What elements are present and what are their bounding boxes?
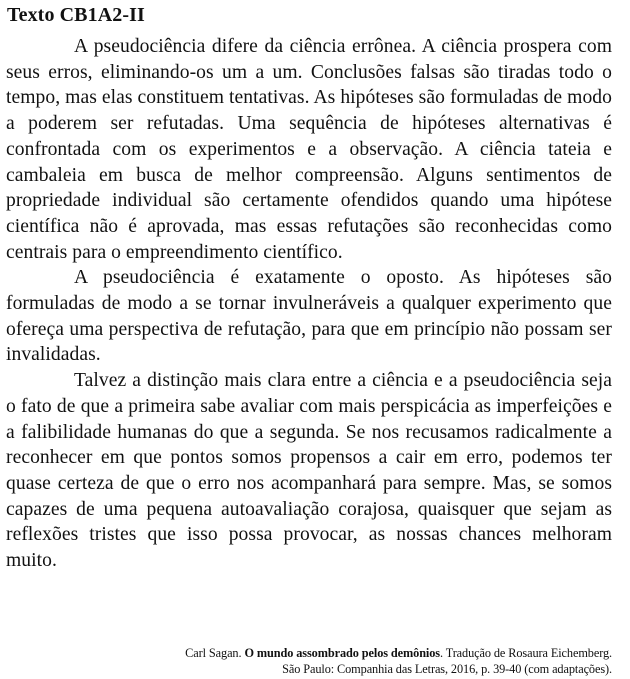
paragraph-3: Talvez a distinção mais clara entre a ciência e a pseudociência seja o fato de que a primeira sabe avaliar com mais perspicácia as imperfeições e a falibilidade humanas do que a segunda. Se nos recusamos radicalmente a reconhecer em que pontos somos propensos a cair em erro, podemos ter quase certeza de que o erro nos acompanhará para sempre. Mas, se somos capazes de uma pequena autoavaliação corajosa, quaisquer que sejam as reflexões tristes que isso possa provocar, as nossas chances melhoram muito. <box>6 370 612 572</box>
paragraph-1: A pseudociência difere da ciência errônea. A ciência prospera com seus erros, eliminando-os um a um. Conclusões falsas são tiradas todo o tempo, mas elas constituem tentativas. As hipóteses são formuladas de modo a poderem ser refutadas. Uma sequência de hipóteses alternativas é confrontada com os experimentos e a observação. A ciência tateia e cambaleia em busca de melhor compreensão. Alguns sentimentos de propriedade individual são certamente ofendidos quando uma hipótese científica não é aprovada, mas essas refutações são reconhecidas como centrais para o empreendimento científico. <box>6 36 612 263</box>
citation-author: Carl Sagan. <box>185 646 242 660</box>
citation-line-1 <box>92 645 612 661</box>
citation-publication: São Paulo: Companhia das Letras, 2016, p. 39-40 (com adaptações). <box>282 662 612 676</box>
citation-translation: . Tradução de Rosaura Eichemberg. <box>439 646 612 660</box>
paragraph-2: A pseudociência é exatamente o oposto. As hipóteses são formuladas de modo a se tornar invulneráveis a qualquer experimento que ofereça uma perspectiva de refutação, para que em princípio não possam ser invalidadas. <box>6 267 612 366</box>
source-citation <box>92 645 612 677</box>
document-page <box>6 0 612 574</box>
citation-book-title: O mundo assombrado pelos demônios <box>244 646 440 660</box>
document-title: Texto CB1A2-II <box>7 4 145 26</box>
